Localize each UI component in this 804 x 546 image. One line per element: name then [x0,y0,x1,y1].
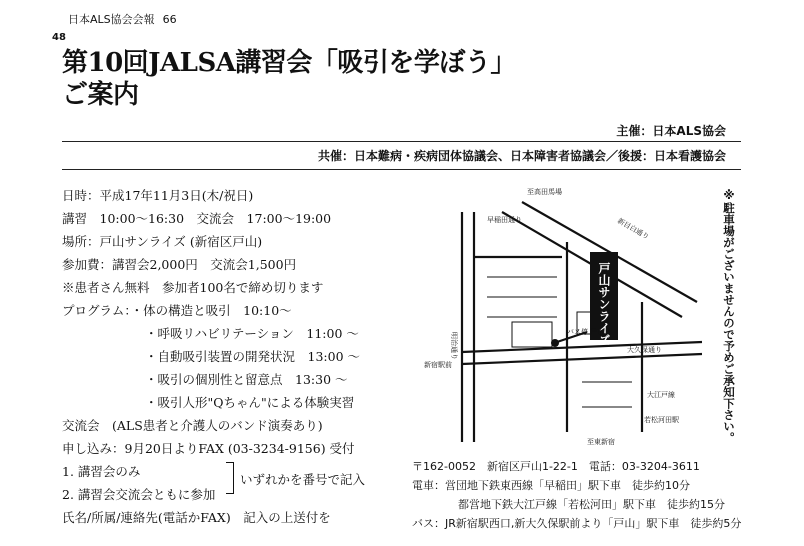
map-label: 若松河田駅 [644,416,679,424]
divider-top [62,141,741,142]
event-note: ※患者さん無料 参加者100名で締め切ります [62,280,324,295]
program-item: ・吸引人形"Qちゃん"による体験実習 [145,395,355,410]
venue-label: 戸山サンライズ [597,262,611,346]
train-info-2: 都営地下鉄大江戸線「若松河田」駅下車 徒歩約15分 [458,498,725,511]
map-label: 至東新宿 [587,438,615,446]
program-item: ・呼吸リハビリテーション 11:00 ～ [145,326,359,341]
divider-bottom [62,169,741,170]
bus-info: バス：JR新宿駅西口,新大久保駅前より「戸山」駅下車 徒歩約5分 [412,517,742,530]
map-label: 明治通り [450,332,458,360]
page-number: 48 [52,32,66,43]
map-label: 新目白通り [616,216,651,242]
map-label: 新宿駅前 [424,361,452,369]
option-2: 2. 講習会交流会ともに参加 [62,487,216,502]
program-item: ・自動吸引装置の開発状況 13:00 ～ [145,349,360,364]
issue-number: 66 [162,13,177,26]
page-title [62,47,516,111]
map-label: バス停 戸山 [567,328,605,336]
train-info-1: 電車：営団地下鉄東西線「早稲田」駅下車 徒歩約10分 [412,479,690,492]
cosponsor: 共催：日本難病・疾病団体協議会、日本障害者協議会／後援：日本看護協会 [317,149,726,163]
map-label: 早稲田通り [487,216,522,224]
event-venue: 場所：戸山サンライズ (新宿区戸山) [62,234,263,249]
parking-note: ※駐車場がございませんので予めご承知下さい。 [722,188,736,444]
road-okubo [462,342,702,352]
program-label: プログラム：・体の構造と吸引 10:10～ [62,303,292,318]
option-1: 1. 講習会のみ [62,464,141,479]
address-line: 〒162-0052 新宿区戸山1-22-1 電話：03-3204-3611 [412,460,700,473]
fields-note: 氏名/所属/連絡先(電話かFAX) 記入の上送付を [62,510,331,525]
options-brace [226,462,234,494]
map-drawing [412,182,712,452]
publication-header [68,11,177,27]
application-info: 申し込み：9月20日よりFAX (03-3234-9156) 受付 [62,441,355,456]
access-map [412,182,712,452]
organizer: 主催：日本ALS協会 [616,124,726,138]
exchange-info: 交流会 (ALS患者と介護人のバンド演奏あり) [62,418,323,433]
map-label: 大久保通り [627,346,662,354]
event-date: 日時：平成17年11月3日(木/祝日) [62,188,254,203]
title-line-2: ご案内 [62,80,139,110]
map-label: 大江戸線 [647,391,675,399]
options-note: いずれかを番号で記入 [240,472,366,487]
event-time: 講習 10:00～16:30 交流会 17:00～19:00 [62,211,332,226]
event-fee: 参加費：講習会2,000円 交流会1,500円 [62,257,297,272]
program-item: ・吸引の個別性と留意点 13:30 ～ [145,372,348,387]
map-label: 至高田馬場 [527,188,562,196]
title-line-1: 第10回JALSA講習会「吸引を学ぼう」 [62,48,516,78]
publication-name: 日本ALS協会会報 [68,13,155,26]
